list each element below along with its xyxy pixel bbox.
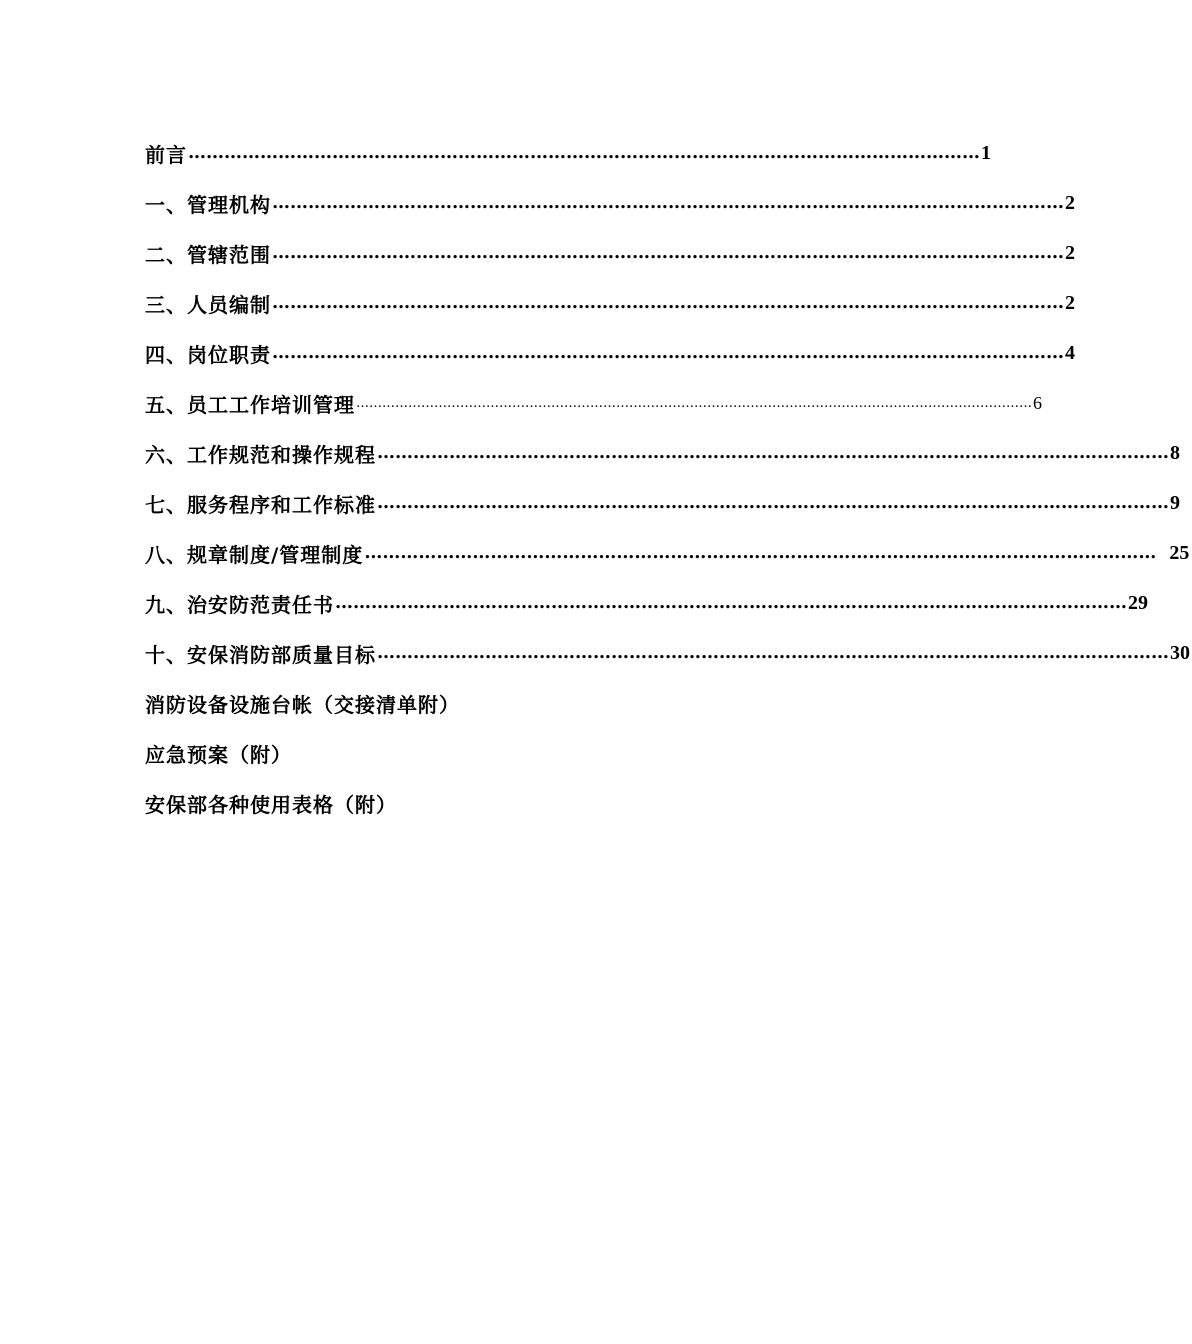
toc-page-number: 4 [1065, 341, 1075, 364]
toc-dot-leader: …………………………………………………………………………………………………………………… [364, 542, 1157, 563]
toc-entry-6[interactable] [145, 428, 1180, 478]
toc-appendix-forms[interactable] [145, 778, 795, 828]
toc-entry-10[interactable] [145, 628, 1190, 678]
toc-appendix-fire-equipment[interactable] [145, 678, 795, 728]
toc-page-number: 1 [981, 141, 991, 164]
toc-entry-preface[interactable] [145, 128, 991, 178]
toc-dot-leader: …………………………………………………………………………………………………………………… [272, 342, 1064, 363]
toc-entry-title: 一、管理机构 [145, 192, 271, 217]
toc-entry-8[interactable] [145, 528, 1190, 578]
toc-page-number: 25 [1169, 541, 1190, 564]
table-of-contents [145, 128, 1190, 828]
toc-page-number: 9 [1170, 491, 1180, 514]
toc-page-number: 8 [1170, 441, 1180, 464]
toc-page-number: 2 [1065, 291, 1075, 314]
toc-dot-leader: …………………………………………………………………………………………………………………… [272, 192, 1064, 213]
toc-entry-2[interactable] [145, 228, 1075, 278]
toc-appendix-title: 应急预案（附） [145, 742, 292, 767]
toc-page-number: 30 [1170, 641, 1190, 664]
toc-entry-title: 四、岗位职责 [145, 342, 271, 367]
toc-page-number: 2 [1065, 241, 1075, 264]
toc-page-number: 29 [1128, 591, 1148, 614]
toc-entry-5[interactable] [145, 378, 1042, 428]
toc-dot-leader: …………………………………………………………………………………………………………………… [272, 242, 1064, 263]
toc-entry-title: 六、工作规范和操作规程 [145, 442, 376, 467]
toc-entry-3[interactable] [145, 278, 1075, 328]
toc-entry-title: 八、规章制度/管理制度 [145, 542, 364, 567]
toc-entry-title: 十、安保消防部质量目标 [145, 642, 376, 667]
toc-appendix-title: 消防设备设施台帐（交接清单附） [145, 692, 460, 717]
toc-entry-7[interactable] [145, 478, 1180, 528]
toc-dot-leader: …………………………………………………………………………………………………………………… [377, 442, 1169, 463]
toc-entry-1[interactable] [145, 178, 1075, 228]
toc-entry-title: 九、治安防范责任书 [145, 592, 334, 617]
toc-dot-leader: ………………………………………………………………………………………………………………………………………… [356, 395, 1032, 411]
toc-page-number: 6 [1033, 392, 1042, 413]
toc-appendix-emergency-plan[interactable] [145, 728, 795, 778]
toc-page-number: 2 [1065, 191, 1075, 214]
toc-entry-title: 三、人员编制 [145, 292, 271, 317]
toc-entry-title: 五、员工工作培训管理 [145, 392, 355, 417]
toc-dot-leader: …………………………………………………………………………………………………………………… [188, 142, 980, 163]
toc-entry-4[interactable] [145, 328, 1075, 378]
toc-dot-leader: …………………………………………………………………………………………………………………… [377, 642, 1169, 663]
toc-entry-title: 二、管辖范围 [145, 242, 271, 267]
toc-entry-title: 前言 [145, 142, 187, 167]
toc-entry-title: 七、服务程序和工作标准 [145, 492, 376, 517]
toc-entry-9[interactable] [145, 578, 1148, 628]
toc-dot-leader: …………………………………………………………………………………………………………………… [335, 592, 1127, 613]
toc-appendix-title: 安保部各种使用表格（附） [145, 792, 397, 817]
toc-dot-leader: …………………………………………………………………………………………………………………… [272, 292, 1064, 313]
toc-dot-leader: …………………………………………………………………………………………………………………… [377, 492, 1169, 513]
